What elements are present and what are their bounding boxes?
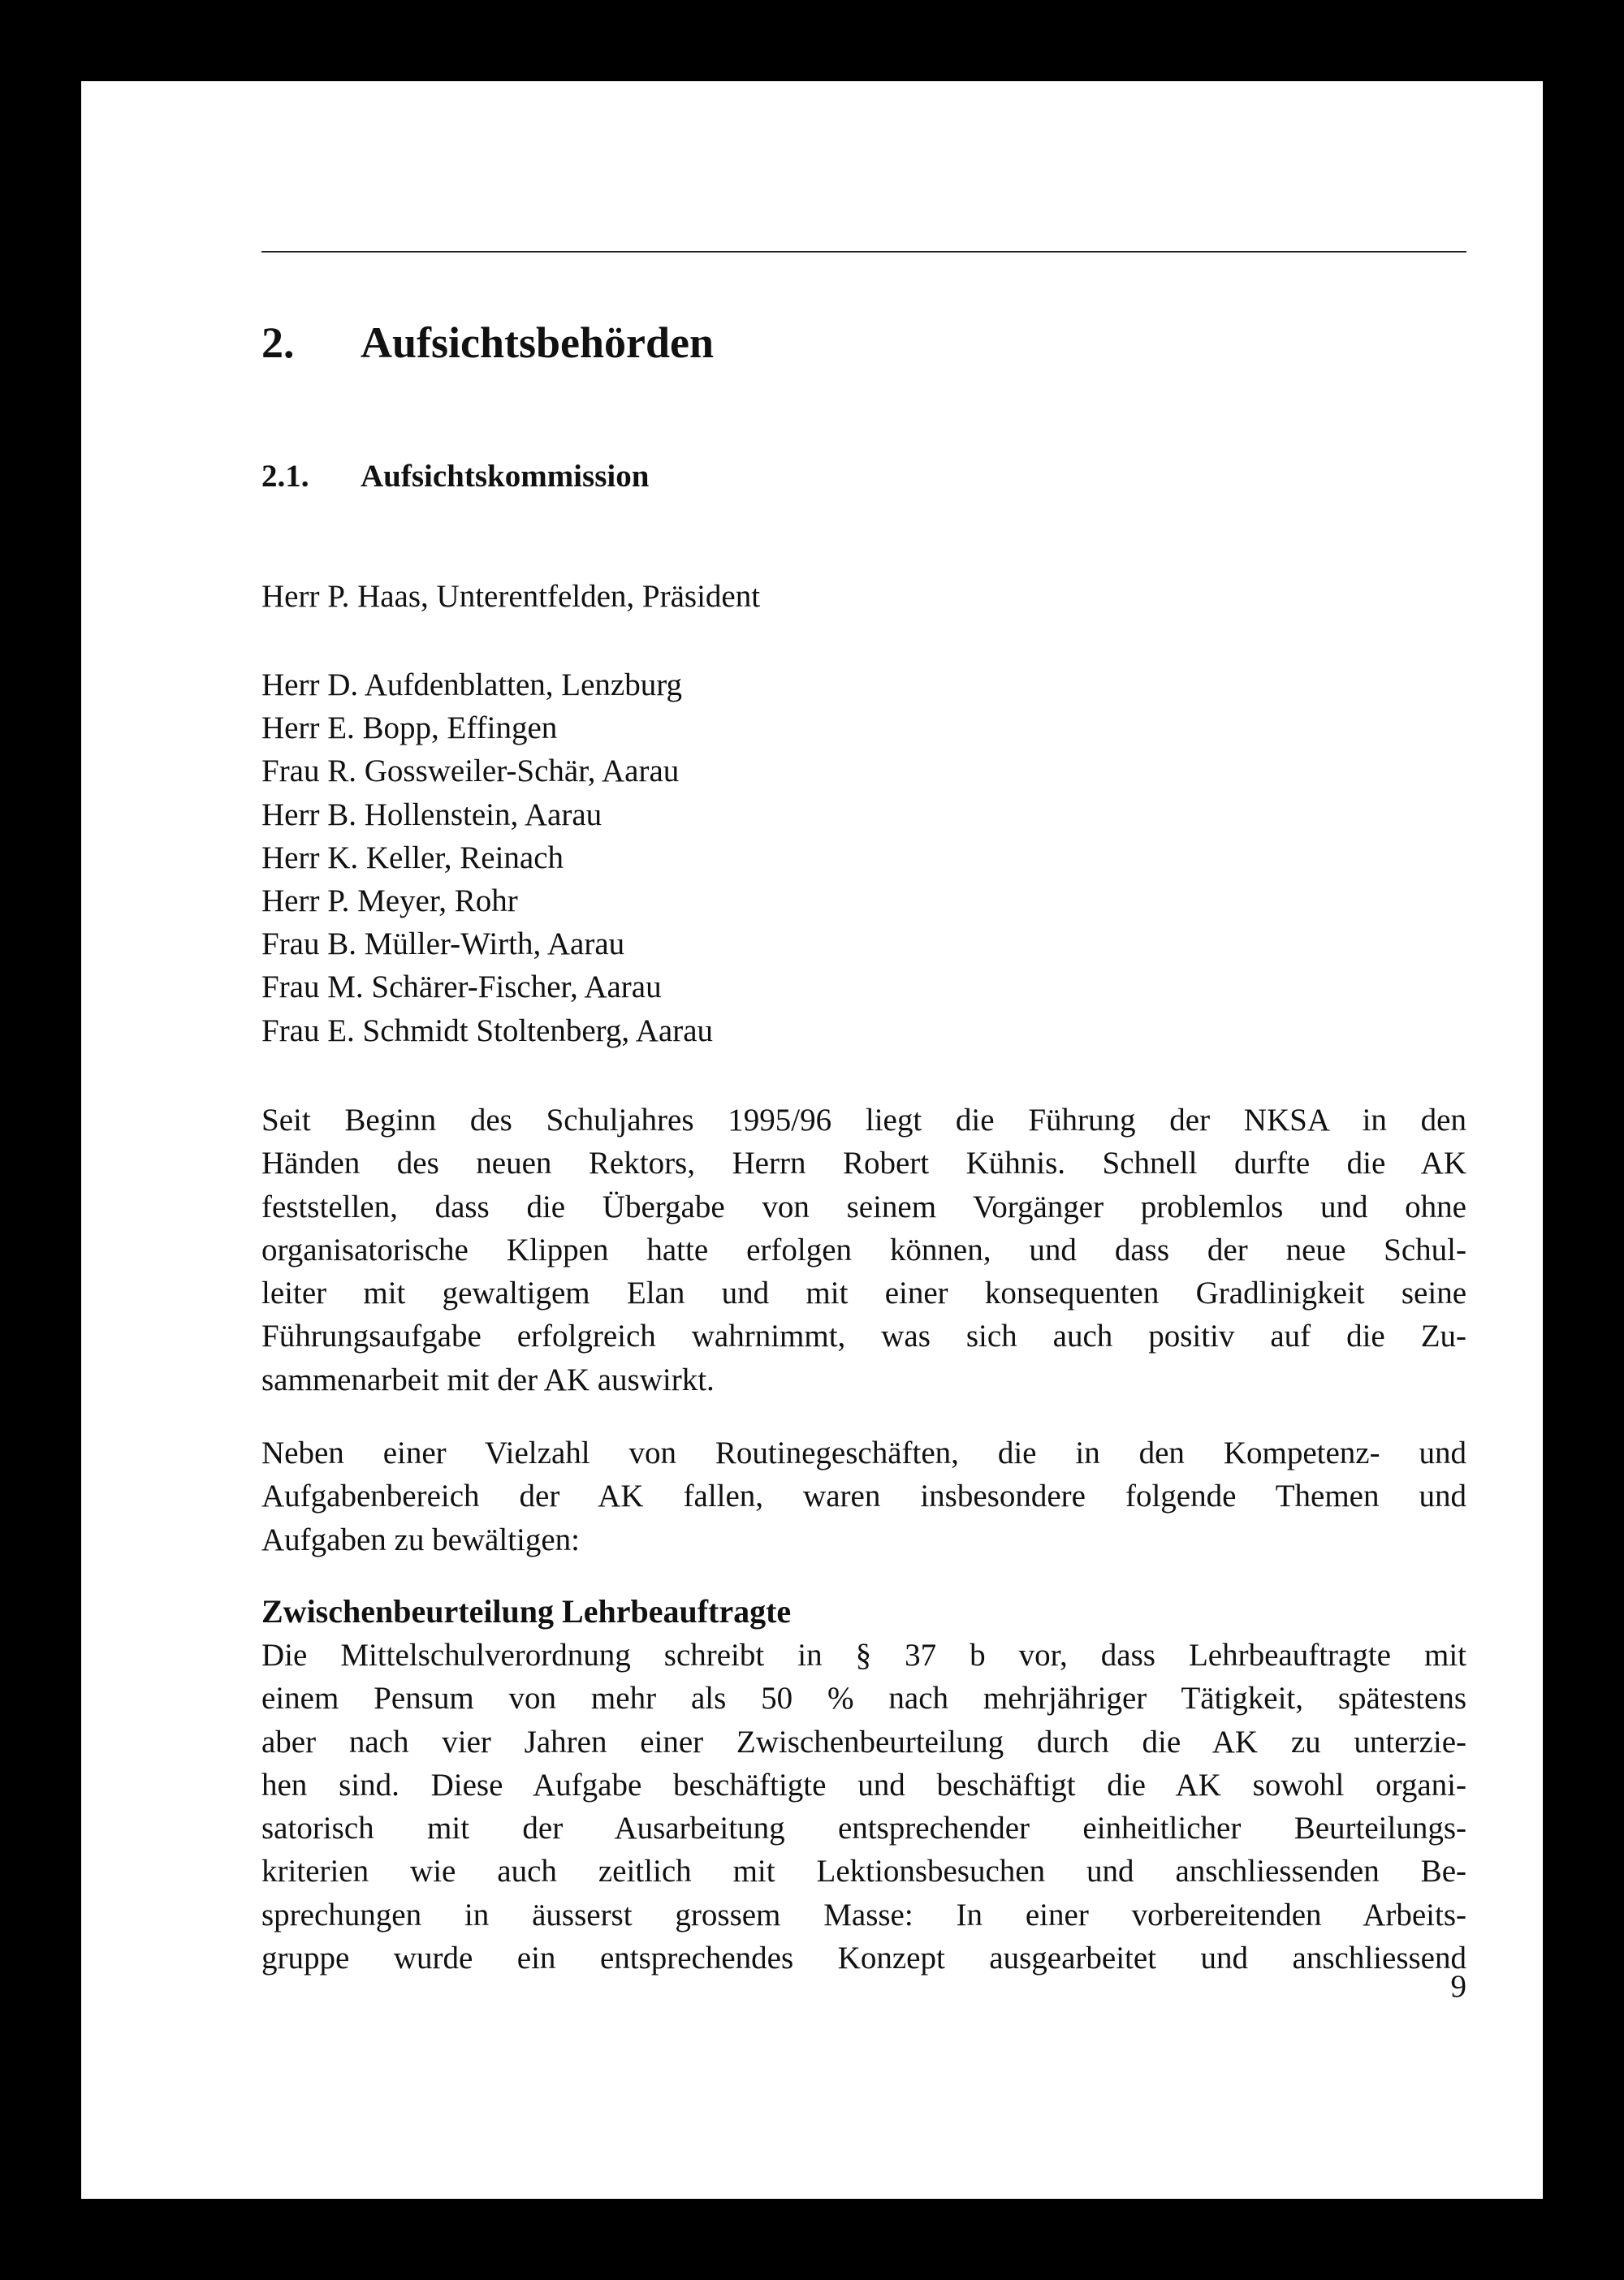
paragraph-leadership [261, 1099, 1466, 1401]
chapter-number: 2. [261, 318, 295, 367]
section-number: 2.1. [261, 459, 309, 494]
text-line: einem Pensum von mehr als 50 % nach mehrjähriger Tätigkeit, spätestens [261, 1681, 1466, 1716]
text-line: Aufgaben zu bewältigen: [261, 1522, 581, 1557]
member-item: Frau E. Schmidt Stoltenberg, Aarau [261, 1013, 714, 1048]
text-line: Die Mittelschulverordnung schreibt in § 37 b vor, dass Lehrbeauftragte mit [261, 1638, 1466, 1673]
text-line: Seit Beginn des Schuljahres 1995/96 liegt die Führung der NKSA in den [261, 1103, 1466, 1138]
text-line: sprechungen in äusserst grossem Masse: In einer vorbereitenden Arbeits- [261, 1897, 1466, 1932]
member-item: Herr P. Meyer, Rohr [261, 883, 518, 919]
text-line: satorisch mit der Ausarbeitung entsprechender einheitlicher Beurteilungs- [261, 1811, 1466, 1846]
member-list [261, 663, 713, 1052]
member-item: Frau R. Gossweiler-Schär, Aarau [261, 754, 680, 789]
section-heading [261, 457, 649, 496]
paragraph-zwischenbeurteilung [261, 1634, 1466, 1980]
chapter-title: Aufsichtsbehörden [361, 318, 715, 367]
text-line: hen sind. Diese Aufgabe beschäftigte und beschäftigt die AK sowohl organi- [261, 1767, 1466, 1803]
text-line: kriterien wie auch zeitlich mit Lektionsbesuchen und anschliessenden Be- [261, 1854, 1466, 1889]
text-line: aber nach vier Jahren einer Zwischenbeurteilung durch die AK zu unterzie- [261, 1724, 1466, 1760]
subheading-zwischenbeurteilung: Zwischenbeurteilung Lehrbeauftragte [261, 1593, 792, 1630]
paragraph-tasks [261, 1431, 1466, 1561]
text-line: Neben einer Vielzahl von Routinegeschäften, die in den Kompetenz- und [261, 1436, 1466, 1470]
text-line: leiter mit gewaltigem Elan und mit einer konsequenten Gradlinigkeit seine [261, 1276, 1466, 1311]
member-item: Frau B. Müller-Wirth, Aarau [261, 926, 625, 962]
text-line: gruppe wurde ein entsprechendes Konzept ausgearbeitet und anschliessend [261, 1941, 1466, 1976]
member-item: Herr B. Hollenstein, Aarau [261, 797, 603, 832]
page-number: 9 [1450, 1969, 1466, 2004]
member-item: Herr E. Bopp, Effingen [261, 710, 558, 746]
text-line: Händen des neuen Rektors, Herrn Robert Kühnis. Schnell durfte die AK [261, 1146, 1466, 1181]
top-rule [261, 251, 1466, 253]
text-line: Aufgabenbereich der AK fallen, waren insbesondere folgende Themen und [261, 1479, 1466, 1514]
chapter-heading [261, 317, 714, 369]
president-line: Herr P. Haas, Unterentfelden, Präsident [261, 579, 761, 614]
text-line: organisatorische Klippen hatte erfolgen können, und dass der neue Schul- [261, 1232, 1466, 1267]
text-line: feststellen, dass die Übergabe von seinem Vorgänger problemlos und ohne [261, 1189, 1466, 1224]
text-line: Führungsaufgabe erfolgreich wahrnimmt, was sich auch positiv auf die Zu- [261, 1319, 1466, 1354]
text-line: sammenarbeit mit der AK auswirkt. [261, 1362, 715, 1397]
document-page [81, 81, 1543, 2199]
section-title: Aufsichtskommission [361, 459, 650, 494]
member-item: Herr D. Aufdenblatten, Lenzburg [261, 667, 683, 702]
member-item: Frau M. Schärer-Fischer, Aarau [261, 969, 662, 1005]
member-item: Herr K. Keller, Reinach [261, 840, 564, 875]
